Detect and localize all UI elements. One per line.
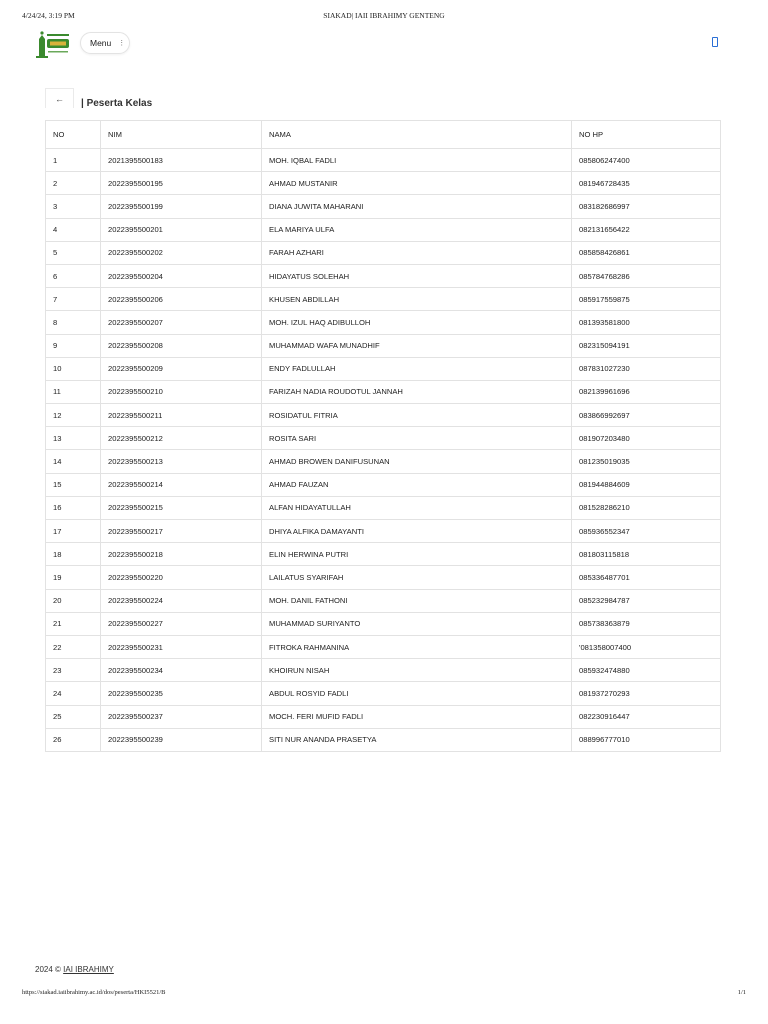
cell-no: 20 [46, 589, 101, 612]
cell-nim: 2022395500237 [101, 705, 262, 728]
table-row [46, 357, 721, 380]
cell-no-hp: 081944884609 [572, 473, 721, 496]
cell-no-hp: 083866992697 [572, 404, 721, 427]
cell-nama: KHOIRUN NISAH [262, 659, 572, 682]
print-page-number: 1/1 [737, 989, 746, 996]
table-row [46, 543, 721, 566]
table-row [46, 728, 721, 751]
cell-no: 26 [46, 728, 101, 751]
cell-nim: 2022395500209 [101, 357, 262, 380]
arrow-left-icon: ← [55, 93, 64, 104]
cell-nim: 2022395500227 [101, 612, 262, 635]
table-row [46, 404, 721, 427]
cell-nim: 2022395500195 [101, 172, 262, 195]
cell-nama: MOH. IQBAL FADLI [262, 149, 572, 172]
table-row [46, 496, 721, 519]
cell-nim: 2022395500199 [101, 195, 262, 218]
table-row [46, 311, 721, 334]
cell-nama: MOH. IZUL HAQ ADIBULLOH [262, 311, 572, 334]
cell-nama: ROSITA SARI [262, 427, 572, 450]
cell-nim: 2022395500206 [101, 288, 262, 311]
table-row [46, 520, 721, 543]
table-body [46, 149, 721, 752]
cell-nama: MUHAMMAD WAFA MUNADHIF [262, 334, 572, 357]
footer [35, 965, 114, 974]
cell-nim: 2022395500235 [101, 682, 262, 705]
table-row [46, 612, 721, 635]
cell-no: 8 [46, 311, 101, 334]
cell-nama: ELA MARIYA ULFA [262, 218, 572, 241]
cell-nim: 2022395500213 [101, 450, 262, 473]
table-row [46, 288, 721, 311]
cell-no: 25 [46, 705, 101, 728]
cell-no-hp: 081937270293 [572, 682, 721, 705]
cell-no: 18 [46, 543, 101, 566]
cell-nama: FARAH AZHARI [262, 241, 572, 264]
cell-nama: KHUSEN ABDILLAH [262, 288, 572, 311]
cell-no-hp: 082315094191 [572, 334, 721, 357]
print-datetime: 4/24/24, 3:19 PM [22, 11, 75, 20]
table-row [46, 195, 721, 218]
cell-no: 9 [46, 334, 101, 357]
cell-no: 12 [46, 404, 101, 427]
cell-no: 13 [46, 427, 101, 450]
cell-no: 16 [46, 496, 101, 519]
back-button[interactable] [45, 88, 74, 108]
cell-no-hp: 081946728435 [572, 172, 721, 195]
cell-no: 23 [46, 659, 101, 682]
cell-nama: ROSIDATUL FITRIA [262, 404, 572, 427]
table-row [46, 635, 721, 658]
cell-nim: 2022395500218 [101, 543, 262, 566]
cell-nim: 2021395500183 [101, 149, 262, 172]
cell-nim: 2022395500215 [101, 496, 262, 519]
cell-no: 17 [46, 520, 101, 543]
table-row [46, 566, 721, 589]
print-header [22, 11, 746, 23]
more-vertical-icon: ⋮ [118, 40, 126, 47]
cell-no-hp: 081803115818 [572, 543, 721, 566]
cell-nama: FITROKA RAHMANINA [262, 635, 572, 658]
cell-nim: 2022395500204 [101, 264, 262, 287]
footer-link[interactable]: IAI IBRAHIMY [63, 965, 114, 974]
cell-nama: MUHAMMAD SURIYANTO [262, 612, 572, 635]
cell-nim: 2022395500220 [101, 566, 262, 589]
print-footer [22, 989, 746, 1001]
cell-nama: SITI NUR ANANDA PRASETYA [262, 728, 572, 751]
column-header-nim: NIM [101, 121, 262, 149]
page-title: | Peserta Kelas [81, 98, 153, 109]
cell-no-hp: 085784768286 [572, 264, 721, 287]
cell-no: 21 [46, 612, 101, 635]
cell-no-hp: 082139961696 [572, 380, 721, 403]
cell-no-hp: 082131656422 [572, 218, 721, 241]
cell-no-hp: 085932474880 [572, 659, 721, 682]
cell-no: 5 [46, 241, 101, 264]
table-row [46, 241, 721, 264]
cell-nim: 2022395500239 [101, 728, 262, 751]
institution-logo[interactable] [34, 29, 72, 59]
cell-nama: DHIYA ALFIKA DAMAYANTI [262, 520, 572, 543]
cell-no-hp: 081907203480 [572, 427, 721, 450]
cell-no: 22 [46, 635, 101, 658]
cell-nim: 2022395500210 [101, 380, 262, 403]
cell-no-hp: '081358007400 [572, 635, 721, 658]
cell-no: 14 [46, 450, 101, 473]
cell-no: 10 [46, 357, 101, 380]
cell-no: 4 [46, 218, 101, 241]
cell-no: 7 [46, 288, 101, 311]
cell-no-hp: 085232984787 [572, 589, 721, 612]
cell-no-hp: 085917559875 [572, 288, 721, 311]
cell-no-hp: 081528286210 [572, 496, 721, 519]
table-row [46, 589, 721, 612]
cell-nim: 2022395500231 [101, 635, 262, 658]
cell-nama: AHMAD BROWEN DANIFUSUNAN [262, 450, 572, 473]
cell-nim: 2022395500211 [101, 404, 262, 427]
cell-nama: DIANA JUWITA MAHARANI [262, 195, 572, 218]
peserta-table [45, 120, 721, 752]
cell-nim: 2022395500201 [101, 218, 262, 241]
column-header-nama: NAMA [262, 121, 572, 149]
cell-nama: ELIN HERWINA PUTRI [262, 543, 572, 566]
menu-label: Menu [90, 38, 112, 48]
cell-no-hp: 085806247400 [572, 149, 721, 172]
table-row [46, 172, 721, 195]
cell-no: 2 [46, 172, 101, 195]
user-icon[interactable] [712, 37, 718, 47]
cell-no-hp: 087831027230 [572, 357, 721, 380]
cell-nim: 2022395500234 [101, 659, 262, 682]
cell-no-hp: 083182686997 [572, 195, 721, 218]
table-row [46, 473, 721, 496]
cell-nim: 2022395500207 [101, 311, 262, 334]
cell-no-hp: 085738363879 [572, 612, 721, 635]
cell-nama: HIDAYATUS SOLEHAH [262, 264, 572, 287]
cell-nama: MOCH. FERI MUFID FADLI [262, 705, 572, 728]
footer-copyright: 2024 © [35, 965, 61, 974]
cell-no-hp: 085936552347 [572, 520, 721, 543]
cell-nim: 2022395500217 [101, 520, 262, 543]
cell-nama: LAILATUS SYARIFAH [262, 566, 572, 589]
menu-button[interactable] [80, 32, 130, 54]
column-header-no: NO [46, 121, 101, 149]
cell-no: 3 [46, 195, 101, 218]
table-row [46, 380, 721, 403]
cell-no-hp: 088996777010 [572, 728, 721, 751]
cell-nim: 2022395500208 [101, 334, 262, 357]
cell-nama: ABDUL ROSYID FADLI [262, 682, 572, 705]
cell-no-hp: 085336487701 [572, 566, 721, 589]
cell-no: 19 [46, 566, 101, 589]
cell-no-hp: 081393581800 [572, 311, 721, 334]
print-title: SIAKAD| IAII IBRAHIMY GENTENG [323, 11, 445, 20]
table-row [46, 659, 721, 682]
cell-nama: ALFAN HIDAYATULLAH [262, 496, 572, 519]
table-row [46, 264, 721, 287]
cell-nim: 2022395500214 [101, 473, 262, 496]
cell-nama: ENDY FADLULLAH [262, 357, 572, 380]
cell-no: 15 [46, 473, 101, 496]
cell-no: 6 [46, 264, 101, 287]
table-row [46, 450, 721, 473]
table-header-row [46, 121, 721, 149]
cell-no-hp: 085858426861 [572, 241, 721, 264]
cell-no: 1 [46, 149, 101, 172]
column-header-no-hp: NO HP [572, 121, 721, 149]
table-row [46, 149, 721, 172]
cell-no-hp: 082230916447 [572, 705, 721, 728]
cell-no: 11 [46, 380, 101, 403]
table-row [46, 427, 721, 450]
cell-nama: FARIZAH NADIA ROUDOTUL JANNAH [262, 380, 572, 403]
table-row [46, 705, 721, 728]
cell-no-hp: 081235019035 [572, 450, 721, 473]
cell-nama: MOH. DANIL FATHONI [262, 589, 572, 612]
table-row [46, 334, 721, 357]
cell-no: 24 [46, 682, 101, 705]
cell-nim: 2022395500212 [101, 427, 262, 450]
cell-nama: AHMAD MUSTANIR [262, 172, 572, 195]
table-row [46, 218, 721, 241]
print-url: https://siakad.iaiibrahimy.ac.id/dos/peserta/HKI5521/B [22, 989, 166, 996]
cell-nama: AHMAD FAUZAN [262, 473, 572, 496]
table-row [46, 682, 721, 705]
cell-nim: 2022395500224 [101, 589, 262, 612]
cell-nim: 2022395500202 [101, 241, 262, 264]
